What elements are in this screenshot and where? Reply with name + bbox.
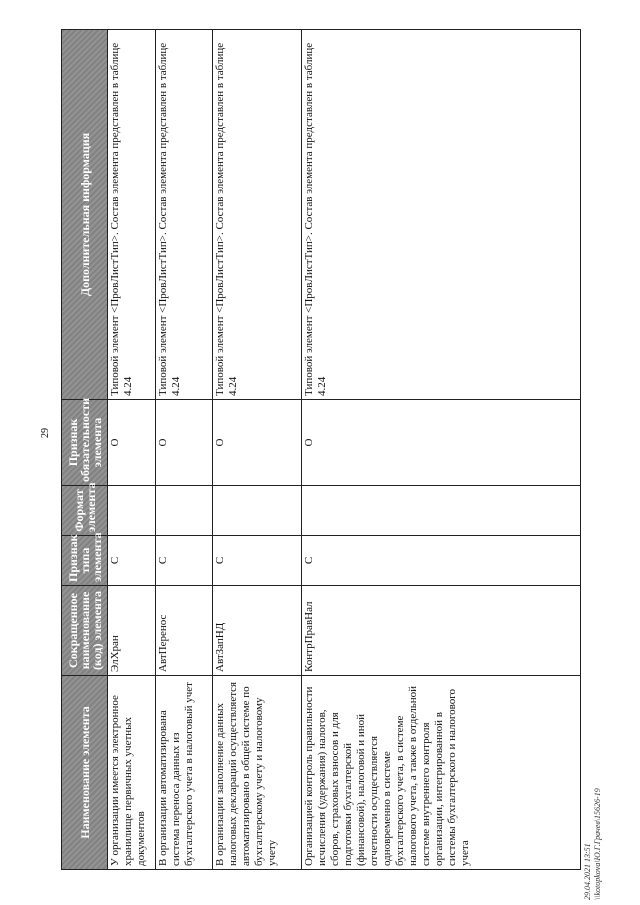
rotated-table-container <box>61 30 581 870</box>
cell-code: КонтрПравНал <box>302 586 581 676</box>
cell-info: Типовой элемент <ПровЛистТип>. Состав элемента представлен в таблице 4.24 <box>156 30 213 400</box>
cell-code: ЭлХран <box>108 586 156 676</box>
cell-name: У организации имеется электронное хранилище первичных учетных документов <box>108 676 156 870</box>
header-element-name: Наименование элемента <box>62 676 108 870</box>
cell-format <box>108 486 156 536</box>
table-row <box>213 30 302 870</box>
header-additional-info: Дополнительная информация <box>62 30 108 400</box>
cell-type: С <box>302 536 581 586</box>
cell-required: О <box>156 400 213 486</box>
cell-name: Организацией контроль правильности исчисления (удержания) налогов, сборов, страховых взносов и для подготовки бухгалтерской (финансовой), налоговой и иной отчетности осуществляется одновременно в системе бухгалтерского учета, в системе налогового учета, а также в отдельной системе внутреннего контроля организации, интегрированной в системы бухгалтерского и налогового учета <box>302 676 581 870</box>
cell-code: АвтПеренос <box>156 586 213 676</box>
document-footer <box>583 788 603 900</box>
header-element-code: Сокращенное наименование (код) элемента <box>62 586 108 676</box>
cell-type: С <box>108 536 156 586</box>
cell-format <box>213 486 302 536</box>
cell-info: Типовой элемент <ПровЛистТип>. Состав элемента представлен в таблице 4.24 <box>302 30 581 400</box>
cell-required: О <box>213 400 302 486</box>
elements-table <box>61 29 581 870</box>
table-row <box>108 30 156 870</box>
cell-required: О <box>108 400 156 486</box>
cell-name: В организации заполнение данных налоговых деклараций осуществляется автоматизировано в общей системе по бухгалтерскому учету и налоговому учету <box>213 676 302 870</box>
cell-code: АвтЗапНД <box>213 586 302 676</box>
footer-timestamp: 29.04.2021 13:51 <box>583 843 592 900</box>
cell-type: С <box>156 536 213 586</box>
page-number: 29 <box>40 428 51 438</box>
footer-file-path: \\kotopkova\Ю.Г.Грачев\15626-19 <box>593 788 602 900</box>
cell-type: С <box>213 536 302 586</box>
cell-format <box>302 486 581 536</box>
table-row <box>302 30 581 870</box>
cell-info: Типовой элемент <ПровЛистТип>. Состав элемента представлен в таблице 4.24 <box>108 30 156 400</box>
cell-format <box>156 486 213 536</box>
table-row <box>156 30 213 870</box>
table-header-row <box>62 30 108 870</box>
header-element-required: Признак обязательности элемента <box>62 400 108 486</box>
cell-name: В организации автоматизирована система переноса данных из бухгалтерского учета в налоговый учет <box>156 676 213 870</box>
cell-info: Типовой элемент <ПровЛистТип>. Состав элемента представлен в таблице 4.24 <box>213 30 302 400</box>
cell-required: О <box>302 400 581 486</box>
header-element-format: Формат элемента <box>62 486 108 536</box>
header-element-type: Признак типа элемента <box>62 536 108 586</box>
